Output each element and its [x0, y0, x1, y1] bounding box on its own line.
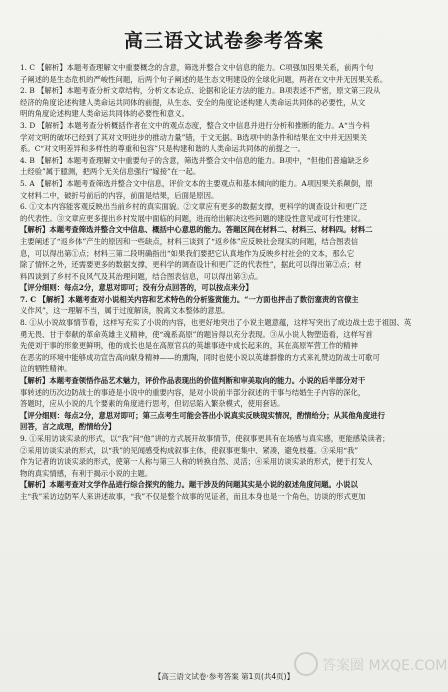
answer-content	[20, 62, 428, 503]
watermark-text: 答案圈 MXQE.COM	[322, 658, 448, 674]
answer-line: 【解析】本题考查对文学作品进行综合探究的能力。题干涉及的问题其实是小说的叙述角度问题。小说以	[20, 480, 358, 490]
page-title: 高三语文试卷参考答案	[123, 30, 324, 52]
answer-line: 文材料二中，破折号前后的内容，前面是结果，后面是原因。	[20, 190, 219, 200]
answer-line: 6. ①文本内容能客观反映出当前乡村的真实面貌。②文章应有更多的数据支撑，更科学的调查设计和更广泛	[20, 202, 368, 212]
answer-line: 事转述的历次边防战士的事迹是小说中的重要内容，是对小说前半部分叙述的干事与结婚生子内容的深化，	[20, 387, 366, 397]
answer-line: 勇无畏、甘于奉献的革命英雄主义精神，使“魂系高原”的题旨得以充分表现。③从小说人物塑造看，这样写首	[20, 329, 373, 339]
answer-line: 7. C 【解析】本题考查对小说相关内容和艺术特色的分析鉴赏能力。“一方面也抨击了数衍塞责的官僚主	[20, 294, 359, 304]
answer-line: 土经验”属于臆测，把两个无关信息强行“嫁接”在一起。	[20, 167, 201, 177]
answer-line: 物的真实情感，有利于揭示小说的主题。	[20, 468, 153, 478]
answer-line: 回答，言之成理，酌情给分】	[20, 422, 116, 432]
answer-line: 的代表性。③文章应更多提出乡村发展中面临的问题，进而给出解决这些问题的建设性意见或可行性建议。	[20, 213, 366, 223]
answer-line: 料四谈到了乡村不良风气及其治理问题，结合图表信息，可以得出第③点。	[20, 271, 263, 281]
answer-line: 4. B 【解析】本题考查理解文中重要句子的含意，筛选并整合文中信息的能力。B项中，“但他们普遍缺乏乡	[20, 155, 370, 165]
answer-line: 2. B 【解析】本题考查分析文章结构，分析文本论点、论据和论证方法的能力。B项表述不严密，原文第三段从	[20, 86, 381, 96]
answer-line: 3. D 【解析】本题考查分析概括作者在文中的观点态度，整合文中信息并进行分析和推断的能力。A“当今科	[20, 120, 370, 130]
answer-line: ②采用访谈实录的形式，以“我”的见闻感受构成叙事主体，使叙事更集中、紧凑，避免枝蔓。③采用“我”	[20, 445, 359, 455]
answer-line: 学对文明的破坏已经到了其对文明进步的推动力量”错，于文无据。B选项中的条件和结果在文中并无因果关	[20, 132, 367, 142]
answer-line: 【评分细则：每点2分，意思对即可；没有分点回答的，可以按点来分】	[20, 283, 253, 293]
answer-line: 在恶劣的环境中能够成功宣告高向献身精神——的熏陶，同时也使小说以英雄群像的方式来礼赞边防战士可歌可	[20, 352, 380, 362]
answer-line: 义作风”，这一理解不当，属于过度解读，脱离文本整体的意思。	[20, 306, 230, 316]
answer-line: 【解析】本题考查筛选并整合文中信息、概括中心意思的能力。答题区间在材料二、材料三、材料四。材料二	[20, 225, 373, 235]
answer-line: 作为记者的访谈实录的形式，使第一人称与第三人称的转换自然、灵活；④采用访谈实录的形式，便于打发人	[20, 457, 373, 467]
answer-line: 子阐述的是生态危机的严峻性问题，后两个句子阐述的是生态文明建设的全球化问题，两者在文中并无因果关系。	[20, 74, 388, 84]
answer-line: 【解析】本题考查领悟作品艺术魅力，评价作品表现出的价值判断和审美取向的能力。小说的后半部分对干	[20, 376, 366, 386]
answer-line: 先使刘干事的形象更鲜明，他的成长也是在高原官兵的英雄事迹中成长起来的，其在高原军营工作的精神	[20, 341, 358, 351]
answer-line: 除了情怀之外，还需要更多的数据支撑，更科学的调查设计和更广泛的代表性”，据此可以得出第②点；材	[20, 260, 362, 270]
answer-line: 主“我”采访边防军人来讲述故事，“我”不仅是整个故事的见证者，而且本身也是一个角色，访谈的形式更加	[20, 491, 366, 501]
page-footer: 【高三语文试卷·参考答案 第1页(共4页)】	[153, 672, 295, 681]
answer-line: 答题时，应从小说的几个要素的角度进行思考，但切忌陷入繁杂模式，使用套话。	[20, 399, 285, 409]
answer-line: 主要阐述了“返乡体”产生的原因和一些缺点，材料三谈到了“返乡体”应反映社会现实的问题，结合图表信	[20, 236, 359, 246]
answer-line: 8. ①从小说故事情节看，这样写充实了小说的内容，也更好地突出了小说主题意蕴，这样写突出了成边战士忠于祖国、英	[20, 318, 412, 328]
answer-line: 息，可以得出第①点；材料三第二段明确指出“如果我们要把它认真地作为反映乡村社会的文本，那么它	[20, 248, 355, 258]
answer-line: 泣的牺牲精神。	[20, 364, 72, 374]
answer-line: 5. A 【解析】本题考查筛选并整合文中信息，评价文本的主要观点和基本倾向的能力。A项因果关系颠倒，原	[20, 178, 373, 188]
answer-line: 1. C 【解析】本题考查理解文中重要概念的含意，筛选并整合文中信息的能力。C项强加因果关系，前两个句	[20, 63, 374, 72]
answer-line: 9. ①采用访谈实录的形式，以“我”问“他”讲的方式展开故事情节，使叙事更具有在场感与真实感，更能感染读者；	[20, 434, 390, 443]
answer-line: 系。C“对文明差异和多样性的尊重和包容”只是构建和谐的人类命运共同体的前提之一。	[20, 144, 305, 154]
answer-line: 明的角度论述构建人类命运共同体的必要性和意义。	[20, 109, 189, 119]
answer-line: 经济的角度论述构建人类命运共同体的前提，从生态、安全的角度论述构建人类命运共同体的必要性，从文	[20, 97, 366, 107]
answer-line: 【评分细则：每点2分，意思对即可；第三点考生可能会答出小说真实反映现实情况，酌情给分；从其他角度进行	[20, 410, 385, 420]
watermark-logo	[292, 644, 448, 684]
